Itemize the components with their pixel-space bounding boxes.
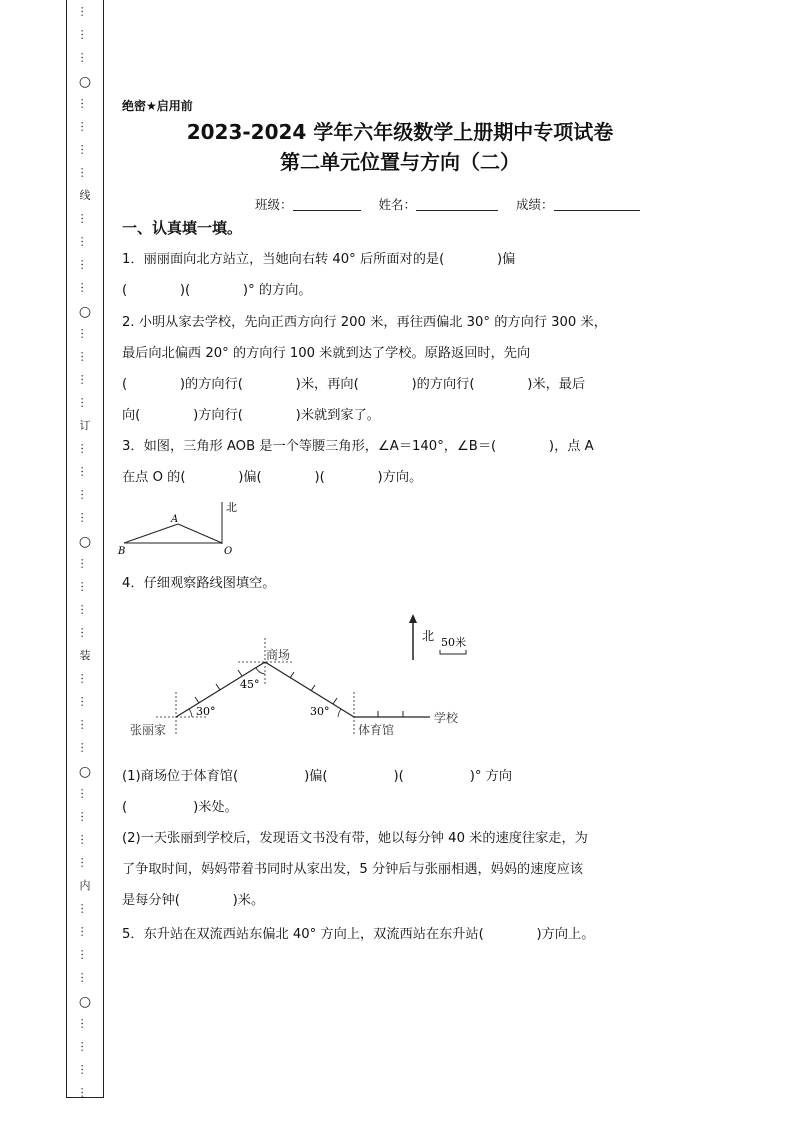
binding-dots: … [78, 581, 92, 592]
score-field[interactable] [554, 198, 640, 211]
segment-ba [124, 524, 178, 543]
question-4-heading: 4．仔细观察路线图填空。 [122, 576, 276, 591]
school-label: 学校 [434, 711, 459, 725]
question-4-1-line-2: ( )米处。 [122, 800, 238, 815]
question-1-line-1: 1．丽丽面向北方站立，当她向右转 40° 后所面对的是( )偏 [122, 252, 516, 267]
home-angle-label: 30° [196, 705, 216, 718]
binding-dots: … [78, 167, 92, 178]
triangle-figure [110, 494, 250, 558]
name-label: 姓名： [378, 197, 417, 212]
mall-label: 商场 [266, 648, 291, 662]
question-1-line-2: ( )( )° 的方向。 [122, 283, 312, 298]
question-3-line-1: 3．如图，三角形 AOB 是一个等腰三角形，∠A＝140°，∠B＝( )，点 A [122, 439, 594, 454]
north-label: 北 [422, 629, 435, 643]
route-ticks [195, 670, 403, 717]
exam-subtitle: 第二单元位置与方向（二） [280, 150, 520, 174]
angle-arc-mall [256, 668, 265, 674]
north-label: 北 [226, 501, 237, 514]
section-heading: 一、认真填一填。 [122, 219, 243, 237]
binding-dots: … [78, 811, 92, 822]
question-3-line-2: 在点 O 的( )偏( )( )方向。 [122, 470, 423, 485]
binding-dots: … [78, 1018, 92, 1029]
binding-circle: ○ [78, 994, 92, 1010]
binding-dots: … [78, 29, 92, 40]
gym-label: 体育馆 [358, 723, 395, 737]
binding-dots: … [78, 98, 92, 109]
name-field[interactable] [416, 198, 498, 211]
binding-dots: … [78, 489, 92, 500]
binding-dots: … [78, 259, 92, 270]
confidential-label: 绝密★启用前 [122, 99, 193, 113]
gym-angle-label: 30° [310, 705, 330, 718]
class-field[interactable] [293, 198, 361, 211]
home-label: 张丽家 [130, 723, 167, 737]
exam-title: 2023-2024 学年六年级数学上册期中专项试卷 [186, 120, 614, 144]
question-5: 5．东升站在双流西站东偏北 40° 方向上，双流西站在东升站( )方向上。 [122, 927, 595, 942]
binding-circle: ○ [78, 764, 92, 780]
binding-dots: … [78, 374, 92, 385]
binding-dots: … [78, 6, 92, 17]
question-4-1-line-1: (1)商场位于体育馆( )偏( )( )° 方向 [122, 769, 513, 784]
binding-dots: … [78, 1064, 92, 1075]
binding-dots: … [78, 926, 92, 937]
binding-dots: … [78, 466, 92, 477]
binding-dots: … [78, 443, 92, 454]
north-arrow-head [409, 614, 417, 623]
binding-circle: ○ [78, 304, 92, 320]
binding-dots: … [78, 742, 92, 753]
question-4-2-line-2: 了争取时间，妈妈带着书同时从家出发，5 分钟后与张丽相遇，妈妈的速度应该 [122, 862, 583, 877]
binding-dots: … [78, 719, 92, 730]
binding-dots: … [78, 328, 92, 339]
binding-label: 订 [79, 419, 91, 432]
class-label: 班级： [255, 197, 293, 212]
binding-dots: … [78, 351, 92, 362]
question-4-2-line-1: (2)一天张丽到学校后，发现语文书没有带，她以每分钟 40 米的速度往家走，为 [122, 831, 588, 846]
student-info-row [255, 195, 654, 213]
binding-dots: … [78, 673, 92, 684]
question-2-line-2: 最后向北偏西 20° 的方向行 100 米就到达了学校。原路返回时，先向 [122, 346, 531, 361]
binding-dots: … [78, 144, 92, 155]
binding-dots: … [78, 788, 92, 799]
binding-dots: … [78, 1041, 92, 1052]
segment-ao [178, 524, 222, 543]
score-label: 成绩： [516, 197, 554, 212]
binding-dots: … [78, 282, 92, 293]
binding-dots: … [78, 972, 92, 983]
binding-circle: ○ [78, 74, 92, 90]
point-a-label: A [171, 514, 179, 525]
binding-dots: … [78, 696, 92, 707]
binding-dots: … [78, 949, 92, 960]
question-2-line-4: 向( )方向行( )米就到家了。 [122, 408, 380, 423]
route-map [120, 608, 480, 748]
binding-dots: … [78, 512, 92, 523]
binding-label: 装 [79, 649, 91, 662]
binding-dots: … [78, 604, 92, 615]
mall-angle-label: 45° [240, 678, 260, 691]
binding-dots: … [78, 397, 92, 408]
binding-dots: … [78, 236, 92, 247]
scale-label: 50米 [441, 636, 466, 649]
question-4-2-line-3: 是每分钟( )米。 [122, 893, 265, 908]
binding-dots: … [78, 627, 92, 638]
point-o-label: O [224, 546, 233, 557]
binding-dots: … [78, 834, 92, 845]
angle-arc-home [189, 709, 192, 717]
binding-circle: ○ [78, 534, 92, 550]
binding-dots: … [78, 857, 92, 868]
binding-label: 内 [79, 879, 91, 892]
binding-label: 线 [79, 189, 91, 202]
binding-dots: … [78, 903, 92, 914]
binding-dots: … [78, 213, 92, 224]
scale-bar [440, 650, 466, 654]
binding-dots: … [78, 121, 92, 132]
point-b-label: B [118, 546, 126, 557]
question-2-line-3: ( )的方向行( )米，再向( )的方向行( )米，最后 [122, 377, 586, 392]
binding-dots: … [78, 558, 92, 569]
angle-arc-gym [338, 709, 341, 717]
binding-dots: … [78, 52, 92, 63]
question-2-line-1: 2. 小明从家去学校，先向正西方向行 200 米，再往西偏北 30° 的方向行 300 米， [122, 315, 607, 330]
binding-dots: … [78, 1087, 92, 1098]
